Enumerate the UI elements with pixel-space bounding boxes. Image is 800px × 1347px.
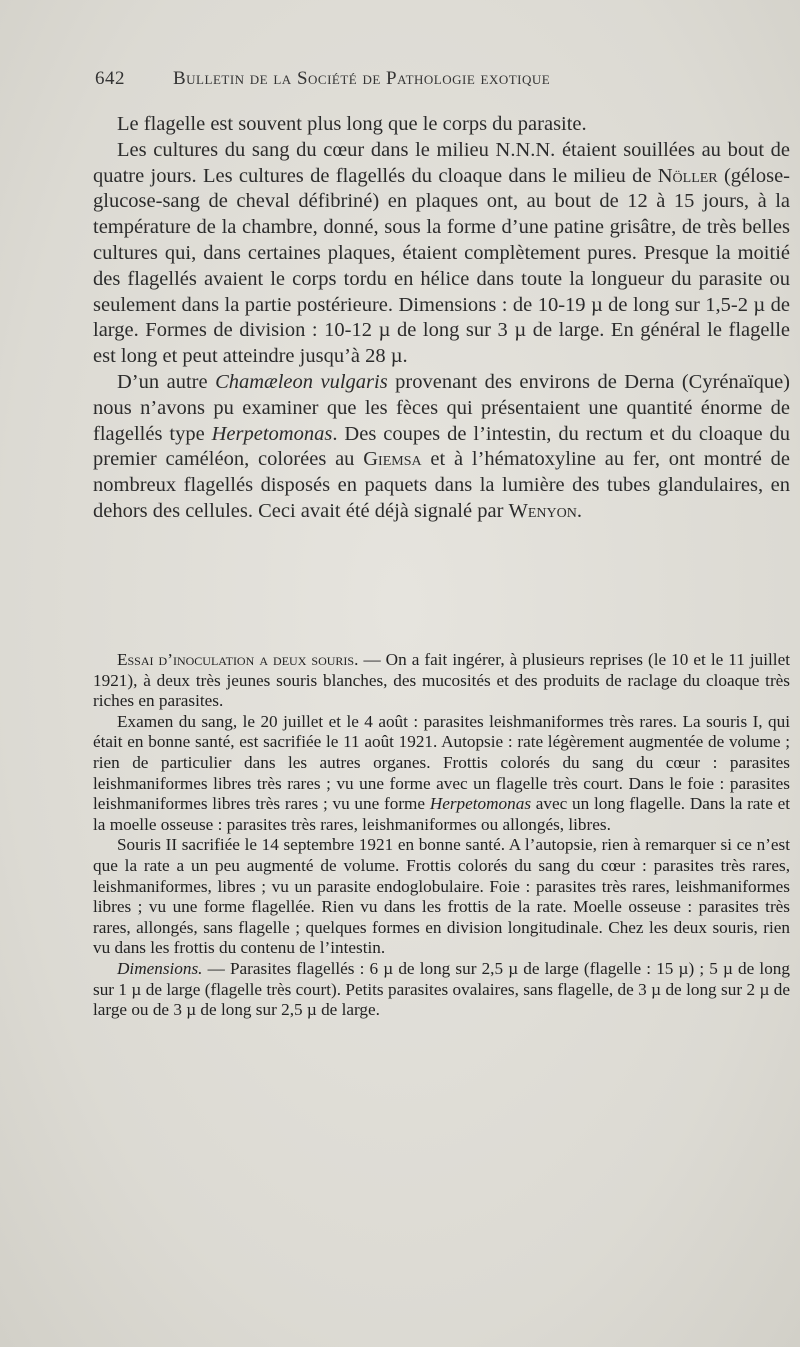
genus-name: Herpetomonas — [211, 422, 333, 445]
paragraph-souris-2 — [93, 835, 790, 959]
paragraph-inoculation — [93, 650, 790, 712]
paragraph-text: Le flagelle est souvent plus long que le corps du parasite. — [117, 113, 587, 135]
paragraph-text: . — [576, 499, 582, 522]
paragraph-text: et à l’hématoxyline au fer, ont montré de nombreux flagellés disposés en paquets dans la lumière des tubes glandulaires, en dehors des cellules. Ceci avait été déjà signalé par — [93, 448, 790, 522]
dimensions-heading: Dimensions. — [117, 958, 203, 978]
species-name: Chamæleon vulgaris — [215, 370, 388, 393]
paragraph-derna — [93, 370, 790, 525]
paragraph-text: avec un long flagelle. Dans la rate et la moelle osseuse : parasites très rares, leishmaniformes ou allongés, libres. — [93, 794, 790, 834]
paragraph-text: Souris II sacrifiée le 14 septembre 1921 en bonne santé. A l’autopsie, rien à remarquer si ce n’est que la rate a un peu augmenté de volume. Frottis colorés du sang du cœur : parasites très rares, leishmaniformes, libres ; vu un parasite endoglobulaire. Foie : parasites très rares, leishmaniformes libres ; vu une forme flagellée. Rien vu dans les frottis de la rate. Moelle osseuse : parasites très rares, allongés, sans flagelle ; quelques formes en division longitudinale. Chez les deux souris, rien vu dans les frottis du contenu de l’intestin. — [93, 835, 790, 958]
author-name-wenyon: Wenyon — [508, 499, 577, 522]
genus-name: Herpetomonas — [429, 794, 532, 814]
paragraph-text: Les cultures du sang du cœur dans le milieu N.N.N. étaient souillées au bout de quatre jours. Les cultures de flagellés du cloaque dans le milieu de — [93, 138, 790, 187]
author-name-giemsa: Giemsa — [363, 448, 422, 471]
paragraph-text: provenant des environs de Derna (Cyrénaïque) nous n’avons pu examiner que les fèces qui présentaient une quantité énorme de flagellés type — [93, 370, 790, 445]
page-number: 642 — [95, 68, 125, 89]
paragraph-cultures — [93, 138, 790, 370]
paragraph-text: — On a fait ingérer, à plusieurs reprises (le 10 et le 11 juillet 1921), à deux très jeunes souris blanches, des mucosités et des produits de raclage du cloaque très riches en parasites. — [93, 650, 790, 711]
paragraph-text: D’un autre — [117, 370, 216, 393]
journal-title: Bulletin de la Société de Pathologie exotique — [173, 68, 551, 89]
paragraph-flagelle — [93, 112, 790, 138]
paragraph-text: Examen du sang, le 20 juillet et le 4 août : parasites leishmaniformes très rares. La souris I, qui était en bonne santé, est sacrifiée le 11 août 1921. Autopsie : rate légèrement augmentée de volume ; rien de particulier dans les autres organes. Frottis colorés du sang du cœur : parasites leishmaniformes libres très rares ; vu une forme avec un flagelle très court. Dans le foie : parasites leishmaniformes libres très rares ; vu une forme — [93, 711, 790, 814]
paragraph-dimensions — [93, 959, 790, 1021]
paragraph-text: — Parasites flagellés : 6 µ de long sur 2,5 µ de large (flagelle : 15 µ) ; 5 µ de long sur 1 µ de large (flagelle très court). Petits parasites ovalaires, sans flagelle, de 3 µ de long sur 2 µ de large ou de 3 µ de long sur 2,5 µ de large. — [93, 958, 790, 1020]
inoculation-section — [93, 650, 790, 1021]
section-heading: Essai d’inoculation a deux souris. — [117, 650, 359, 669]
paragraph-text: . Des coupes de l’intestin, du rectum et du cloaque du premier caméléon, colorées au — [93, 422, 790, 471]
running-header — [95, 68, 795, 90]
main-text — [93, 112, 790, 525]
paragraph-text: (gélose-glucose-sang de cheval défibriné) en plaques ont, au bout de 12 à 15 jours, à la température de la chambre, donné, sous la forme d’une patine grisâtre, de très belles cultures qui, dans certaines plaques, étaient complètement pures. Presque la moitié des flagellés avaient le corps tordu en hélice dans toute la longueur du parasite ou seulement dans la partie postérieure. Dimensions : de 10-19 µ de long sur 1,5-2 µ de large. Formes de division : 10-12 µ de long sur 3 µ de large. En général le flagelle est long et peut atteindre jusqu’à 28 µ. — [93, 164, 790, 368]
author-name-noller: Nöller — [657, 164, 718, 187]
paragraph-souris-1 — [93, 712, 790, 836]
